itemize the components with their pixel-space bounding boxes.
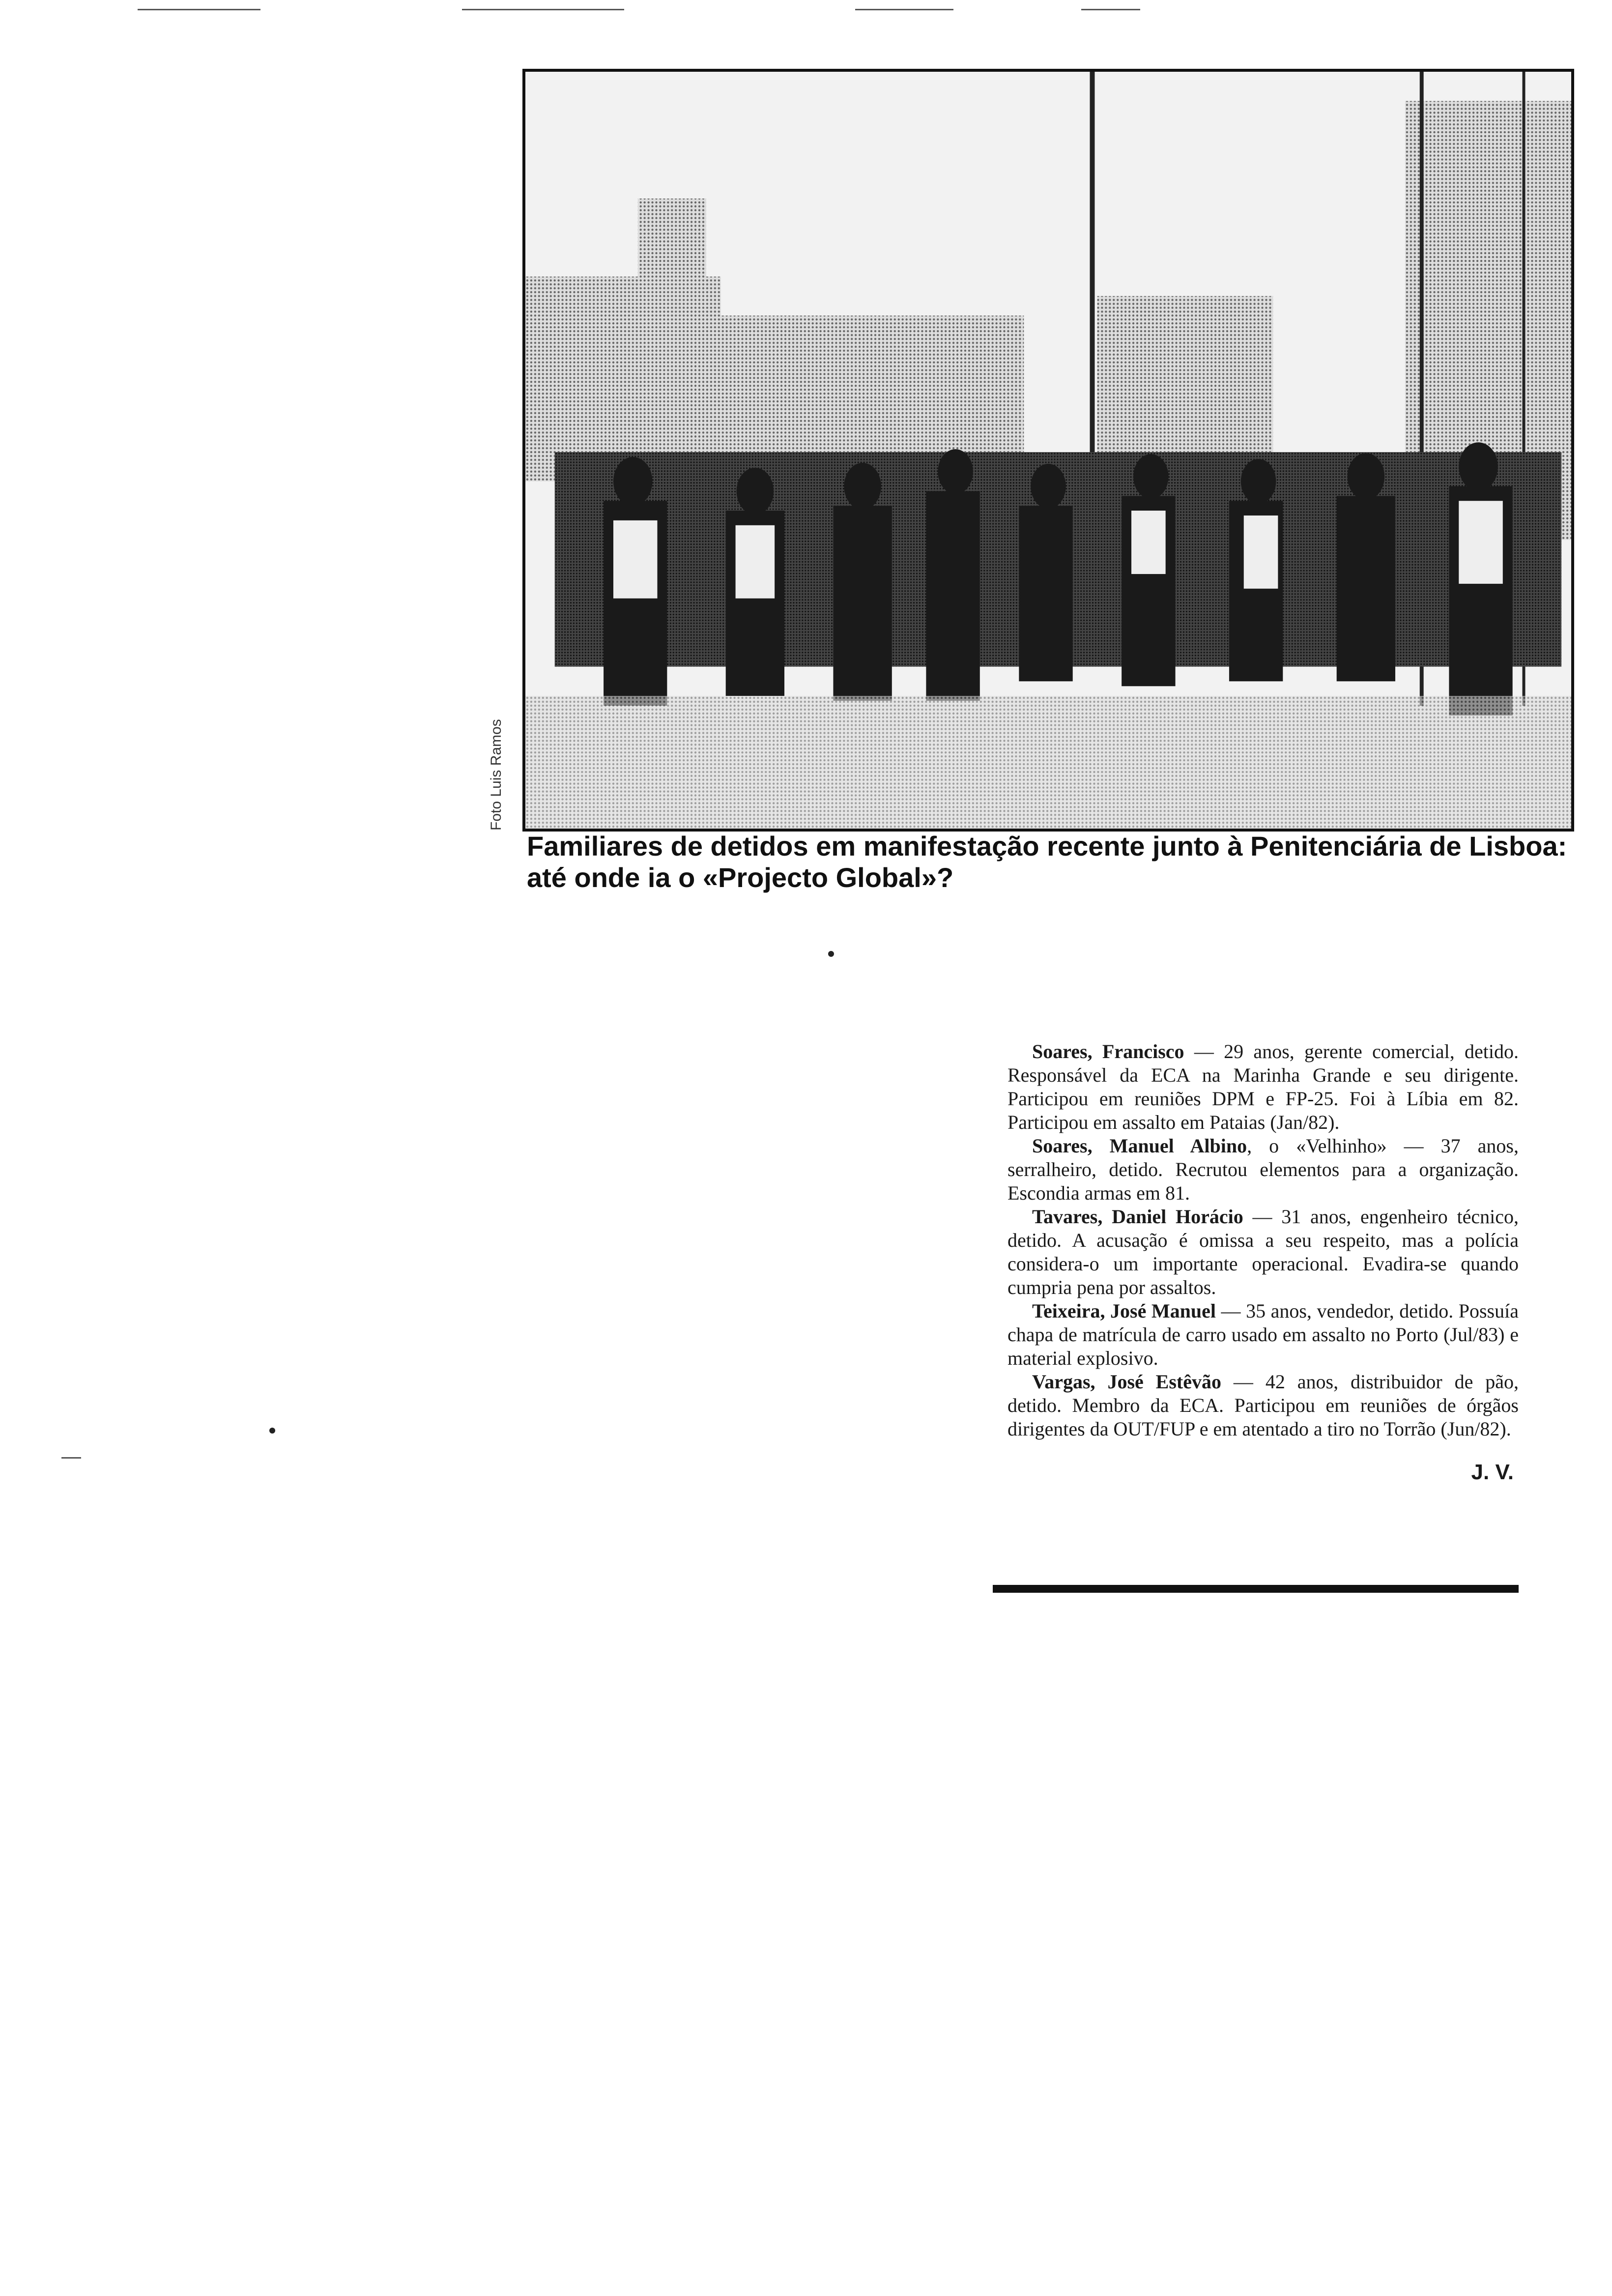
- entry-tavares-daniel-horacio: [1008, 1205, 1519, 1299]
- scan-speck: [828, 951, 834, 957]
- entry-soares-francisco: [1008, 1040, 1519, 1134]
- entry-text: — 29 anos, gerente comercial, detido. Responsável da ECA na Marinha Grande e seu dirigente. Participou em reuniões DPM e FP-25. Foi à Líbia em 82. Participou em assalto em Pataias (Jan/82).: [1008, 1040, 1519, 1133]
- entry-text: — 42 anos, distribuidor de pão, detido. Membro da ECA. Participou em reuniões de órgãos dirigentes da OUT/FUP e em atentado a tiro no Torrão (Jun/82).: [1008, 1371, 1519, 1440]
- entry-name: Soares, Francisco: [1032, 1040, 1184, 1062]
- scan-speck: [269, 1428, 275, 1434]
- entry-text: — 31 anos, engenheiro técnico, detido. A acusação é omissa a seu respeito, mas a polícia considera-o um importante operacional. Evadira-se quando cumpria pena por assaltos.: [1008, 1205, 1519, 1298]
- entry-text: , o «Velhinho» — 37 anos, serralheiro, detido. Recrutou elementos para a organização. Escondia armas em 81.: [1008, 1135, 1519, 1204]
- author-signature: J. V.: [1471, 1460, 1514, 1484]
- caption-line: até onde ia o «Projecto Global»?: [527, 862, 954, 893]
- scan-artifact-line: [462, 9, 624, 10]
- entry-name: Tavares, Daniel Horácio: [1032, 1205, 1243, 1228]
- entry-soares-manuel-albino: [1008, 1134, 1519, 1205]
- entry-text: — 35 anos, vendedor, detido. Possuía chapa de matrícula de carro usado em assalto no Porto (Jul/83) e material explosivo.: [1008, 1300, 1519, 1369]
- scan-artifact-line: [61, 1457, 81, 1459]
- photo-caption: [527, 831, 1569, 893]
- scan-artifact-line: [855, 9, 953, 10]
- scan-artifact-line: [138, 9, 260, 10]
- article-column: [1008, 1040, 1519, 1484]
- entry-name: Vargas, José Estêvão: [1032, 1371, 1222, 1393]
- caption-line: Familiares de detidos em manifestação recente junto à Penitenciária de Lisboa:: [527, 831, 1567, 861]
- entry-teixeira-jose-manuel: [1008, 1299, 1519, 1370]
- article-end-rule: [993, 1585, 1519, 1593]
- entry-name: Teixeira, José Manuel: [1032, 1300, 1216, 1322]
- entry-name: Soares, Manuel Albino: [1032, 1135, 1247, 1157]
- photo-credit: Foto Luis Ramos: [488, 719, 504, 831]
- news-photo: [522, 69, 1574, 832]
- scan-artifact-line: [1081, 9, 1140, 10]
- entry-vargas-jose-estevao: [1008, 1370, 1519, 1441]
- photo-crowd-scene: [525, 72, 1571, 829]
